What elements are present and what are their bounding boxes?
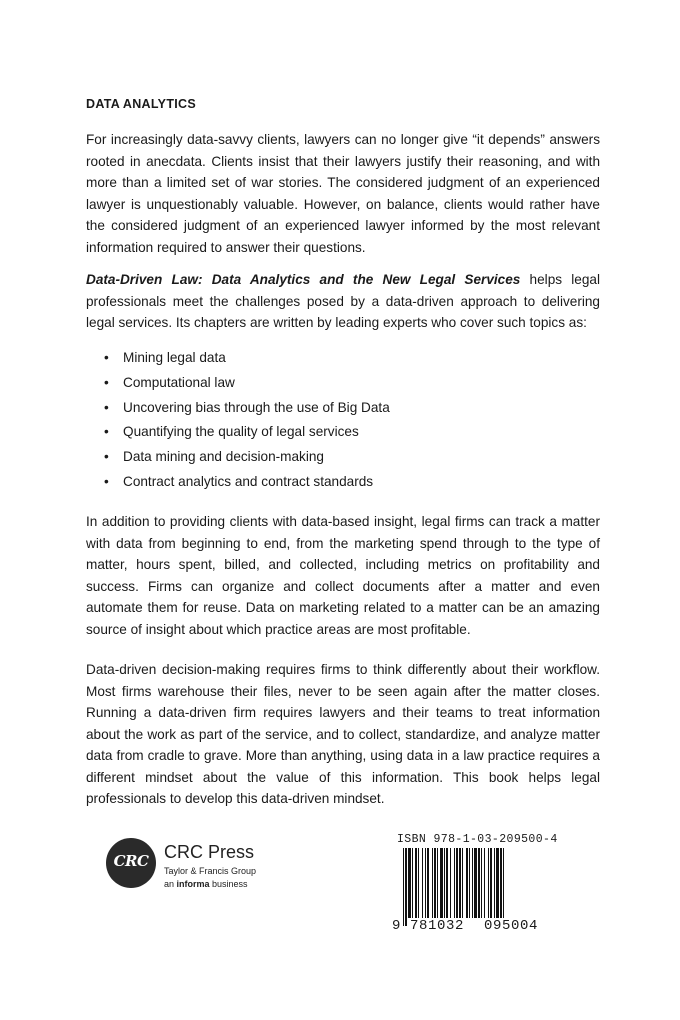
barcode-bar xyxy=(484,848,485,918)
publisher-group: Taylor & Francis Group xyxy=(164,866,257,876)
barcode-bar xyxy=(412,848,413,918)
barcode-bar xyxy=(454,848,455,926)
barcode-bar xyxy=(444,848,445,918)
barcode-bar xyxy=(474,848,477,918)
barcode-bar xyxy=(437,848,438,918)
barcode-bar xyxy=(446,848,448,918)
barcode-bar xyxy=(422,848,423,918)
barcode-bar xyxy=(481,848,482,918)
barcode-bar xyxy=(403,848,404,926)
book-description-paragraph xyxy=(86,269,600,334)
isbn-label: ISBN 978-1-03-209500-4 xyxy=(397,833,558,846)
intro-paragraph: For increasingly data-savvy clients, lawyers can no longer give “it depends” answers rooted in anecdata. Clients insist that their lawyers justify their reasoning, and with more than a limited set of war stories. The considered judgment of an experienced lawyer is unquestionably valuable. However, on balance, clients would rather have the considered judgment of an experienced lawyer informed by the most relevant information required to answer their questions. xyxy=(86,132,600,255)
publisher-business xyxy=(164,879,248,889)
barcode xyxy=(391,848,559,934)
section-label: DATA ANALYTICS xyxy=(86,97,196,111)
barcode-bar xyxy=(500,848,502,918)
barcode-bar xyxy=(503,848,504,926)
publisher-logo xyxy=(106,838,306,898)
barcode-bar xyxy=(425,848,426,918)
list-item: • Data mining and decision-making xyxy=(104,445,390,470)
barcode-bar xyxy=(490,848,492,918)
list-item: • Mining legal data xyxy=(104,346,390,371)
decision-making-paragraph: Data-driven decision-making requires firms to think differently about their workflow. Most firms warehouse their files, never to be seen again after the matter closes. Running a data-driven firm requires lawyers and their teams to treat information about the work as part of the service, and to collect, standardize, and analyze matter data from cradle to grave. More than anything, using data in a law practice requires a different mindset about the value of this information. This book helps legal professionals to develop this data-driven mindset. xyxy=(86,662,600,806)
list-item: • Computational law xyxy=(104,371,390,396)
barcode-bar xyxy=(488,848,489,918)
crc-logo-icon xyxy=(106,838,156,888)
barcode-bar xyxy=(478,848,480,918)
barcode-digit-first: 9 xyxy=(392,918,401,934)
book-description-text: helps legal professionals meet the challenges posed by a data-driven approach to delivering legal services. Its chapters are written by leading experts who cover such topics as: xyxy=(86,272,600,330)
barcode-bar xyxy=(440,848,443,918)
barcode-bar xyxy=(494,848,495,918)
topics-list xyxy=(104,346,390,495)
book-title: Data-Driven Law: Data Analytics and the New Legal Services xyxy=(86,272,521,287)
tracking-paragraph: In addition to providing clients with data-based insight, legal firms can track a matter with data from beginning to end, from the marketing spend through to the type of matter, hours spent, billed, and collected, including metrics on profitability and success. Firms can organize and collect documents after a matter and even automate them for reuse. Data on marketing related to a matter can be an amazing source of insight about which practice areas are most profitable. xyxy=(86,514,600,637)
barcode-bar xyxy=(405,848,407,926)
barcode-bar xyxy=(456,848,458,926)
publisher-name: CRC Press xyxy=(164,842,255,862)
barcode-bar xyxy=(432,848,433,918)
business-brand: informa xyxy=(176,879,210,889)
list-item: • Uncovering bias through the use of Big Data xyxy=(104,396,390,421)
barcode-bar xyxy=(427,848,429,918)
barcode-bar xyxy=(459,848,461,918)
barcode-bar xyxy=(462,848,463,918)
list-item: • Quantifying the quality of legal services xyxy=(104,420,390,445)
barcode-bar xyxy=(408,848,411,918)
barcode-bar xyxy=(472,848,473,918)
barcode-digits-left: 781032 xyxy=(410,918,465,934)
barcode-bar xyxy=(450,848,451,918)
barcode-bar xyxy=(466,848,468,918)
barcode-bar xyxy=(418,848,419,918)
business-prefix: an xyxy=(164,879,177,889)
barcode-bar xyxy=(469,848,470,918)
barcode-bar xyxy=(434,848,436,918)
list-item: • Contract analytics and contract standards xyxy=(104,470,390,495)
business-suffix: business xyxy=(209,879,248,889)
crc-logo-text: CRC xyxy=(113,852,149,870)
barcode-bar xyxy=(496,848,499,918)
barcode-digits-right: 095004 xyxy=(484,918,539,934)
barcode-bar xyxy=(415,848,417,918)
